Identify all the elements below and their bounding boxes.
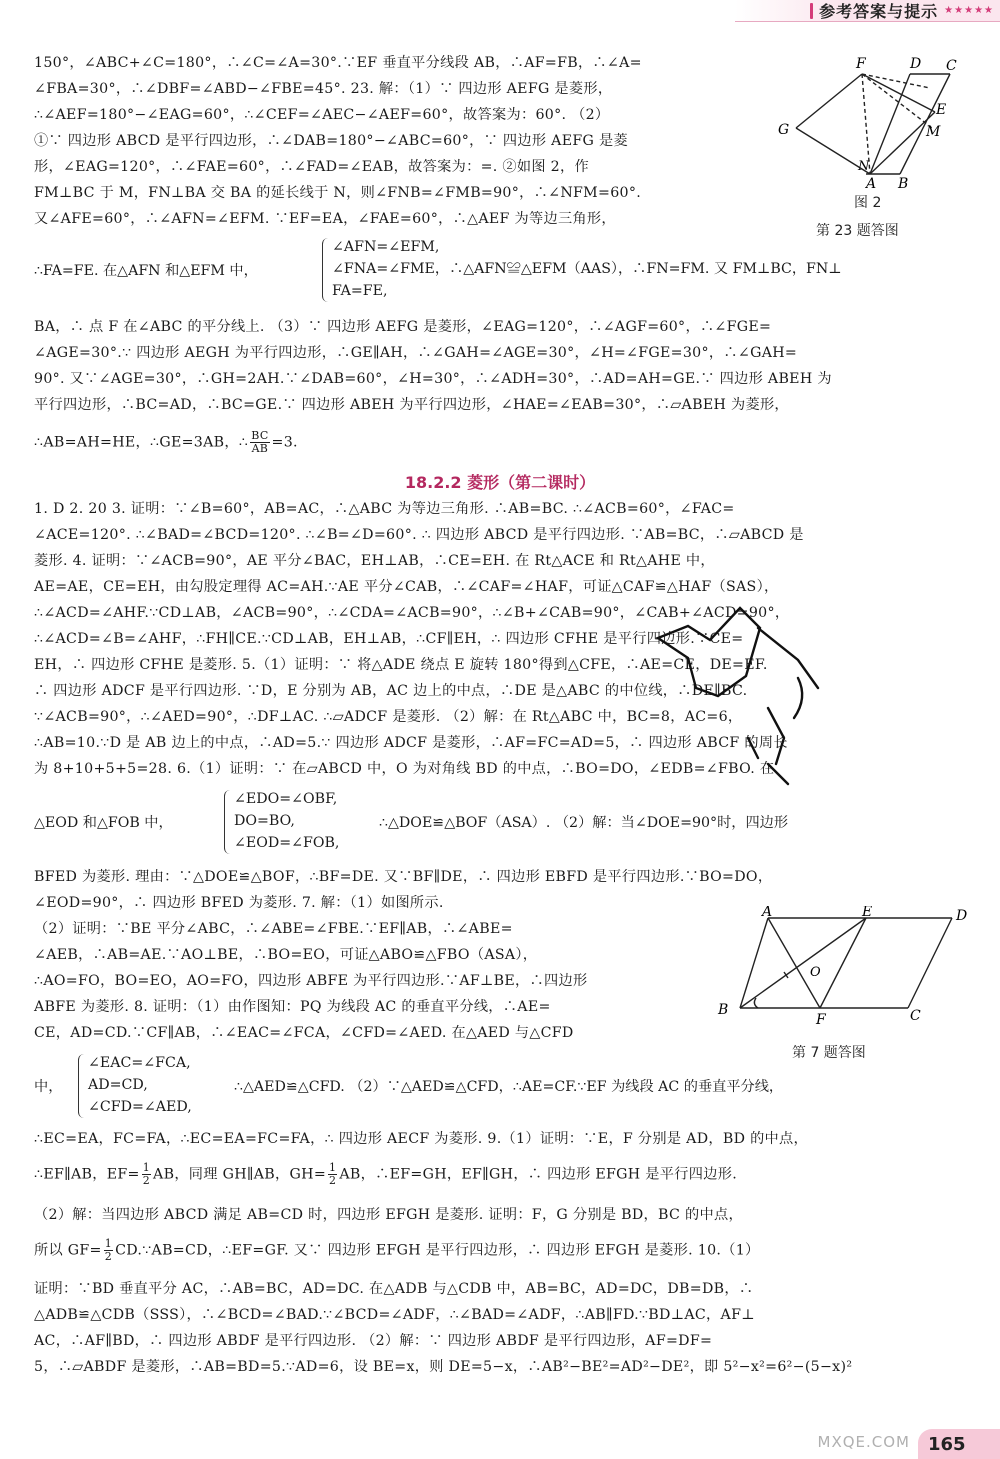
text-line: EH，∴ 四边形 CFHE 是菱形. 5.（1）证明：∵ 将△ADE 绕点 E 旋转 180°得到△CFE，∴AE=CE，DE=EF.: [34, 657, 768, 673]
brace-row: DO=BO,: [234, 813, 295, 829]
text-line: ∴AO=FO，BO=EO，AO=FO，四边形 ABFE 为平行四边形.∵AF⊥BE，∴四边形: [34, 973, 588, 989]
text-line: ∴∠ACD=∠B=∠AHF，∴FH∥CE.∵CD⊥AB，EH⊥AB，∴CF∥EH，∴ 四边形 CFHE 是平行四边形.∵CE=: [34, 631, 744, 647]
text-line: （2）解：当四边形 ABCD 满足 AB=CD 时，四边形 EFGH 是菱形. 证明：F，G 分别是 BD，BC 的中点，: [34, 1207, 743, 1223]
header-stars: ★★★★★: [944, 5, 994, 16]
congruence-system: [34, 788, 964, 858]
text-line: ①∵ 四边形 ABCD 是平行四边形，∴∠DAB=180°−∠ABC=60°，∵ 四边形 AEFG 是菱: [34, 133, 628, 149]
fraction-numerator: 1: [142, 1161, 151, 1174]
figure-23-diagram: [770, 52, 980, 192]
text-line: 菱形. 4. 证明：∵∠ACB=90°，AE 平分∠BAC，EH⊥AB，∴CE=EH. 在 Rt△ACE 和 Rt△AHE 中，: [34, 553, 715, 569]
brace-prefix: ∴FA=FE. 在△AFN 和△EFM 中，: [34, 263, 258, 279]
brace-symbol: [224, 790, 233, 854]
text-line: △ADB≌△CDB（SSS），∴∠BCD=∠BAD.∵∠BCD=∠ADF，∴∠BAD=∠ADF，∴AB∥FD.∵BD⊥AC，AF⊥: [34, 1307, 755, 1323]
text-line: 5，∴▱ABDF 是菱形，∴AB=BD=5.∵AD=6，设 BE=x，则 DE=5−x，∴AB²−BE²=AD²−DE²，即 5²−x²=6²−(5−x)²: [34, 1359, 853, 1375]
brace-suffix: ∴△AED≌△CFD. （2）∵△AED≌△CFD，∴AE=CF.∵EF 为线段 AC 的垂直平分线，: [234, 1079, 784, 1095]
fraction-denominator: 2: [142, 1174, 151, 1187]
fraction-denominator: 2: [104, 1250, 113, 1263]
figure-caption: 第 7 题答图: [792, 1045, 866, 1061]
point-label: C: [946, 58, 957, 74]
text-segment: 所以 GF=: [34, 1242, 102, 1259]
brace-row: ∠AFN=∠EFM,: [332, 239, 440, 255]
point-label: F: [856, 56, 866, 72]
text-line: BA，∴ 点 F 在∠ABC 的平分线上. （3）∵ 四边形 AEFG 是菱形，∠EAG=120°，∴∠AGF=60°，∴∠FGE=: [34, 319, 772, 335]
text-segment: AB，∴EF=GH，EF∥GH，∴ 四边形 EFGH 是平行四边形.: [339, 1166, 738, 1183]
text-line: 1. D 2. 20 3. 证明：∵∠B=60°，AB=AC，∴△ABC 为等边三角形. ∴AB=BC. ∴∠ACB=60°，∠FAC=: [34, 501, 735, 517]
text-line: ∠AGE=30°.∵ 四边形 AEGH 为平行四边形，∴GE∥AH，∴∠GAH=∠AGE=30°，∠H=∠FGE=30°，∴∠GAH=: [34, 345, 798, 361]
brace-suffix: ∴△DOE≌△BOF（ASA）. （2）解：当∠DOE=90°时，四边形: [379, 815, 789, 831]
brace-row: ∠EAC=∠FCA,: [88, 1055, 191, 1071]
fraction: [104, 1238, 113, 1263]
text-line: ∠EOD=90°，∴ 四边形 BFED 为菱形. 7. 解：（1）如图所示.: [34, 895, 444, 911]
point-label: E: [936, 102, 947, 118]
fraction-denominator: AB: [251, 442, 269, 455]
figure-caption: 第 23 题答图: [816, 223, 899, 239]
text-line: （2）证明：∵BE 平分∠ABC，∴∠ABE=∠FBE.∵EF∥AB，∴∠ABE=: [34, 921, 513, 937]
text-line: ∠ACE=120°. ∴∠BAD=∠BCD=120°. ∴∠B=∠D=60°. ∴ 四边形 ABCD 是平行四边形. ∵AB=BC，∴▱ABCD 是: [34, 527, 804, 543]
point-label: O: [810, 965, 821, 980]
text-line: AC，∴AF∥BD，∴ 四边形 ABDF 是平行四边形. （2）解：∵ 四边形 ABDF 是平行四边形，AF=DF=: [34, 1333, 713, 1349]
point-label: G: [778, 122, 790, 138]
text-line: ∴∠ACD=∠AHF.∵CD⊥AB，∠ACB=90°，∴∠CDA=∠ACB=90°，∴∠B+∠CAB=90°，∠CAB+∠ACD=90°，: [34, 605, 790, 621]
text-line-fraction: [34, 1162, 964, 1187]
figure-7-diagram: [712, 906, 972, 1026]
brace-row: ∠EOD=∠FOB,: [234, 835, 340, 851]
point-label: B: [718, 1002, 729, 1018]
text-line: ∴∠AEF=180°−∠EAG=60°，∴∠CEF=∠AEC−∠AEF=60°，故答案为：60°. （2）: [34, 107, 610, 123]
brace-prefix: △EOD 和△FOB 中，: [34, 815, 173, 831]
point-label: E: [862, 906, 873, 920]
text-line: FM⊥BC 于 M，FN⊥BA 交 BA 的延长线于 N，则∠FNB=∠FMB=90°，∴∠NFM=60°.: [34, 185, 642, 201]
page-number: 165: [918, 1429, 1000, 1459]
text-line: 为 8+10+5+5=28. 6.（1）证明：∵ 在▱ABCD 中，O 为对角线 BD 的中点，∴BO=DO，∠EDB=∠FBO. 在: [34, 761, 775, 777]
text-line-fraction: [34, 1238, 964, 1263]
point-label: M: [926, 124, 941, 140]
text-line: 又∠AFE=60°，∴∠AFN=∠EFM. ∵EF=EA，∠FAE=60°，∴△AEF 为等边三角形，: [34, 211, 616, 227]
point-label: F: [816, 1012, 826, 1026]
congruence-system: [34, 236, 964, 306]
text-line: AE=AE，CE=EH，由勾股定理得 AC=AH.∵AE 平分∠CAB，∴∠CAF=∠HAF，可证△CAF≌△HAF（SAS），: [34, 579, 779, 595]
brace-row: ∠EDO=∠OBF,: [234, 791, 338, 807]
text-line: 平行四边形，∴BC=AD，∴BC=GE.∵ 四边形 ABEH 为平行四边形，∠HAE=∠EAB=30°，∴▱ABEH 为菱形，: [34, 397, 789, 413]
brace-symbol: [78, 1054, 87, 1118]
text-line: BFED 为菱形. 理由：∵△DOE≌△BOF，∴BF=DE. 又∵BF∥DE，∴ 四边形 EBFD 是平行四边形.∵BO=DO，: [34, 869, 773, 885]
fraction-numerator: BC: [251, 429, 269, 442]
header-title: 参考答案与提示: [819, 2, 939, 21]
point-label: C: [910, 1008, 921, 1024]
text-line: 形，∠EAG=120°，∴∠FAE=60°，∴∠FAD=∠EAB，故答案为：=. ②如图 2，作: [34, 159, 589, 175]
text-line: ABFE 为菱形. 8. 证明：（1）由作图知：PQ 为线段 AC 的垂直平分线，∴AE=: [34, 999, 551, 1015]
text-segment: ∴EF∥AB，EF=: [34, 1166, 140, 1183]
brace-row: AD=CD,: [88, 1077, 148, 1093]
brace-row: FA=FE,: [332, 283, 388, 299]
fraction-numerator: 1: [104, 1237, 113, 1250]
section-title: 18.2.2 菱形（第二课时）: [404, 473, 596, 492]
site-watermark: MXQE.COM: [817, 1433, 910, 1451]
point-label: A: [866, 176, 877, 192]
text-line: 证明：∵BD 垂直平分 AC，∴AB=BC，AD=DC. 在△ADB 与△CDB 中，AB=BC，AD=DC，DB=DB，∴: [34, 1281, 754, 1297]
text-line-fraction: [34, 430, 964, 455]
text-line: ∠AEB，∴AB=AE.∵AO⊥BE，∴BO=EO，可证△ABO≌△FBO（ASA），: [34, 947, 538, 963]
page-header: [735, 0, 1000, 22]
text-segment: AB，同理 GH∥AB，GH=: [153, 1166, 327, 1183]
pen-scribble-mark: [648, 588, 838, 788]
congruence-system: [34, 1050, 964, 1120]
text-line: CE，AD=CD.∵CF∥AB，∴∠EAC=∠FCA，∠CFD=∠AED. 在△AED 与△CFD: [34, 1025, 574, 1041]
point-label: N: [858, 159, 870, 174]
text-segment: =3.: [271, 434, 298, 451]
fraction: [250, 430, 269, 455]
text-line: ∴AB=10.∵D 是 AB 边上的中点，∴AD=5.∵ 四边形 ADCF 是菱形，∴AF=FC=AD=5，∴ 四边形 ABCF 的周长: [34, 735, 788, 751]
text-line: ∴EC=EA，FC=FA，∴EC=EA=FC=FA，∴ 四边形 AECF 为菱形. 9.（1）证明：∵E，F 分别是 AD，BD 的中点，: [34, 1131, 809, 1147]
text-line: 150°，∠ABC+∠C=180°，∴∠C=∠A=30°.∵EF 垂直平分线段 AB，∴AF=FB，∴∠A=: [34, 55, 642, 71]
fraction-denominator: 2: [329, 1174, 337, 1187]
header-accent-bar: [810, 3, 813, 19]
text-line: ∴ 四边形 ADCF 是平行四边形. ∵D，E 分别为 AB，AC 边上的中点，∴DE 是△ABC 的中位线，∴DE∥BC.: [34, 683, 748, 699]
brace-symbol: [322, 238, 331, 302]
point-label: D: [910, 56, 922, 72]
text-segment: CD.∵AB=CD，∴EF=GF. 又∵ 四边形 EFGH 是平行四边形，∴ 四边形 EFGH 是菱形. 10.（1）: [115, 1242, 760, 1259]
point-label: B: [898, 176, 909, 192]
text-line: ∠FBA=30°，∴∠DBF=∠ABD−∠FBE=45°. 23. 解：（1）∵ 四边形 AEFG 是菱形，: [34, 81, 613, 97]
fraction: [328, 1162, 337, 1187]
brace-prefix: 中，: [34, 1079, 63, 1095]
point-label: D: [956, 908, 968, 924]
text-segment: ∴AB=AH=HE，∴GE=3AB，∴: [34, 434, 249, 451]
point-label: A: [762, 906, 773, 920]
brace-row: ∠CFD=∠AED,: [88, 1099, 192, 1115]
fraction: [142, 1162, 151, 1187]
text-line: 90°. 又∵∠AGE=30°，∴GH=2AH.∵∠DAB=60°，∠H=30°，∴∠ADH=30°，∴AD=AH=GE.∵ 四边形 ABEH 为: [34, 371, 832, 387]
brace-row: ∠FNA=∠FME，∴△AFN≌△EFM（AAS），∴FN=FM. 又 FM⊥BC，FN⊥: [332, 261, 842, 277]
text-line: ∵∠ACB=90°，∴∠AED=90°，∴DF⊥AC. ∴▱ADCF 是菱形. （2）解：在 Rt△ABC 中，BC=8，AC=6，: [34, 709, 743, 725]
figure-subcaption: 图 2: [854, 195, 882, 211]
fraction-numerator: 1: [329, 1161, 337, 1174]
